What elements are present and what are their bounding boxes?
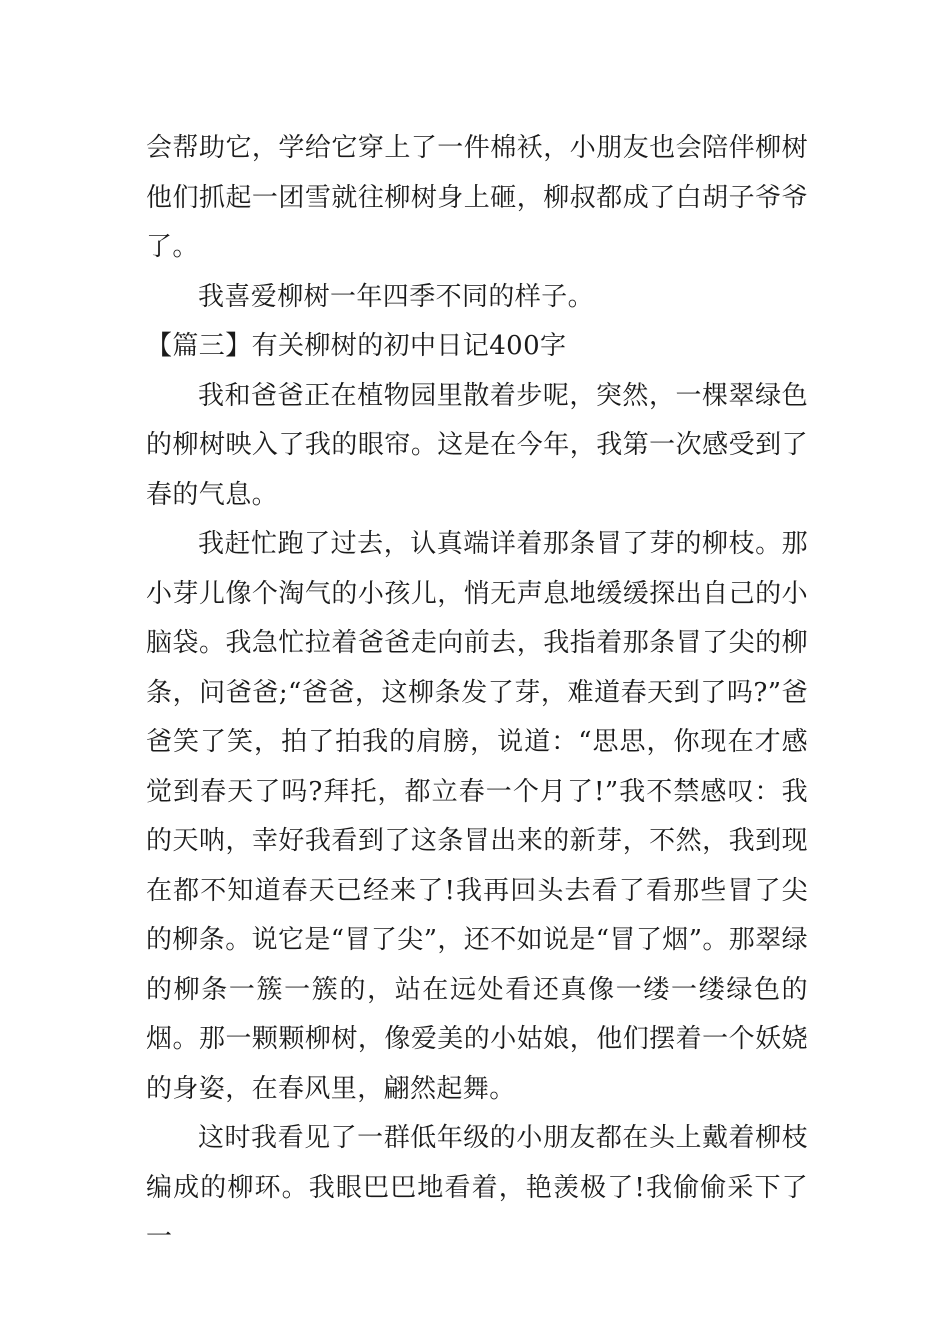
paragraph-willow-wreath: 这时我看见了一群低年级的小朋友都在头上戴着柳枝编成的柳环。我眼巴巴地看着，艳羡极了!我偷偷采下了一 <box>146 1123 808 1252</box>
paragraph-botanical-garden: 我和爸爸正在植物园里散着步呢，突然，一棵翠绿色的柳树映入了我的眼帘。这是在今年，我第一次感受到了春的气息。 <box>146 380 808 510</box>
document-page <box>146 124 808 1263</box>
section-heading: 【篇三】有关柳树的初中日记400字 <box>146 331 567 361</box>
paragraph-four-seasons: 我喜爱柳树一年四季不同的样子。 <box>198 281 595 312</box>
paragraph-willow-buds: 我赶忙跑了过去，认真端详着那条冒了芽的柳枝。那小芽儿像个淘气的小孩儿，悄无声息地缓缓探出自己的小脑袋。我急忙拉着爸爸走向前去，我指着那条冒了尖的柳条，问爸爸;“爸爸，这柳条发了芽，难道春天到了吗?”爸爸笑了笑，拍了拍我的肩膀，说道：“思思，你现在才感觉到春天了吗?拜托，都立春一个月了!”我不禁感叹：我的天呐，幸好我看到了这条冒出来的新芽，不然，我到现在都不知道春天已经来了!我再回头去看了看那些冒了尖的柳条。说它是“冒了尖”，还不如说是“冒了烟”。那翠绿的柳条一簇一簇的，站在远处看还真像一缕一缕绿色的烟。那一颗颗柳树，像爱美的小姑娘，他们摆着一个妖娆的身姿，在春风里，翩然起舞。 <box>146 529 808 1104</box>
paragraph-winter-willow: 会帮助它，学给它穿上了一件棉袄，小朋友也会陪伴柳树他们抓起一团雪就往柳树身上砸，柳叔都成了白胡子爷爷了。 <box>146 133 808 262</box>
